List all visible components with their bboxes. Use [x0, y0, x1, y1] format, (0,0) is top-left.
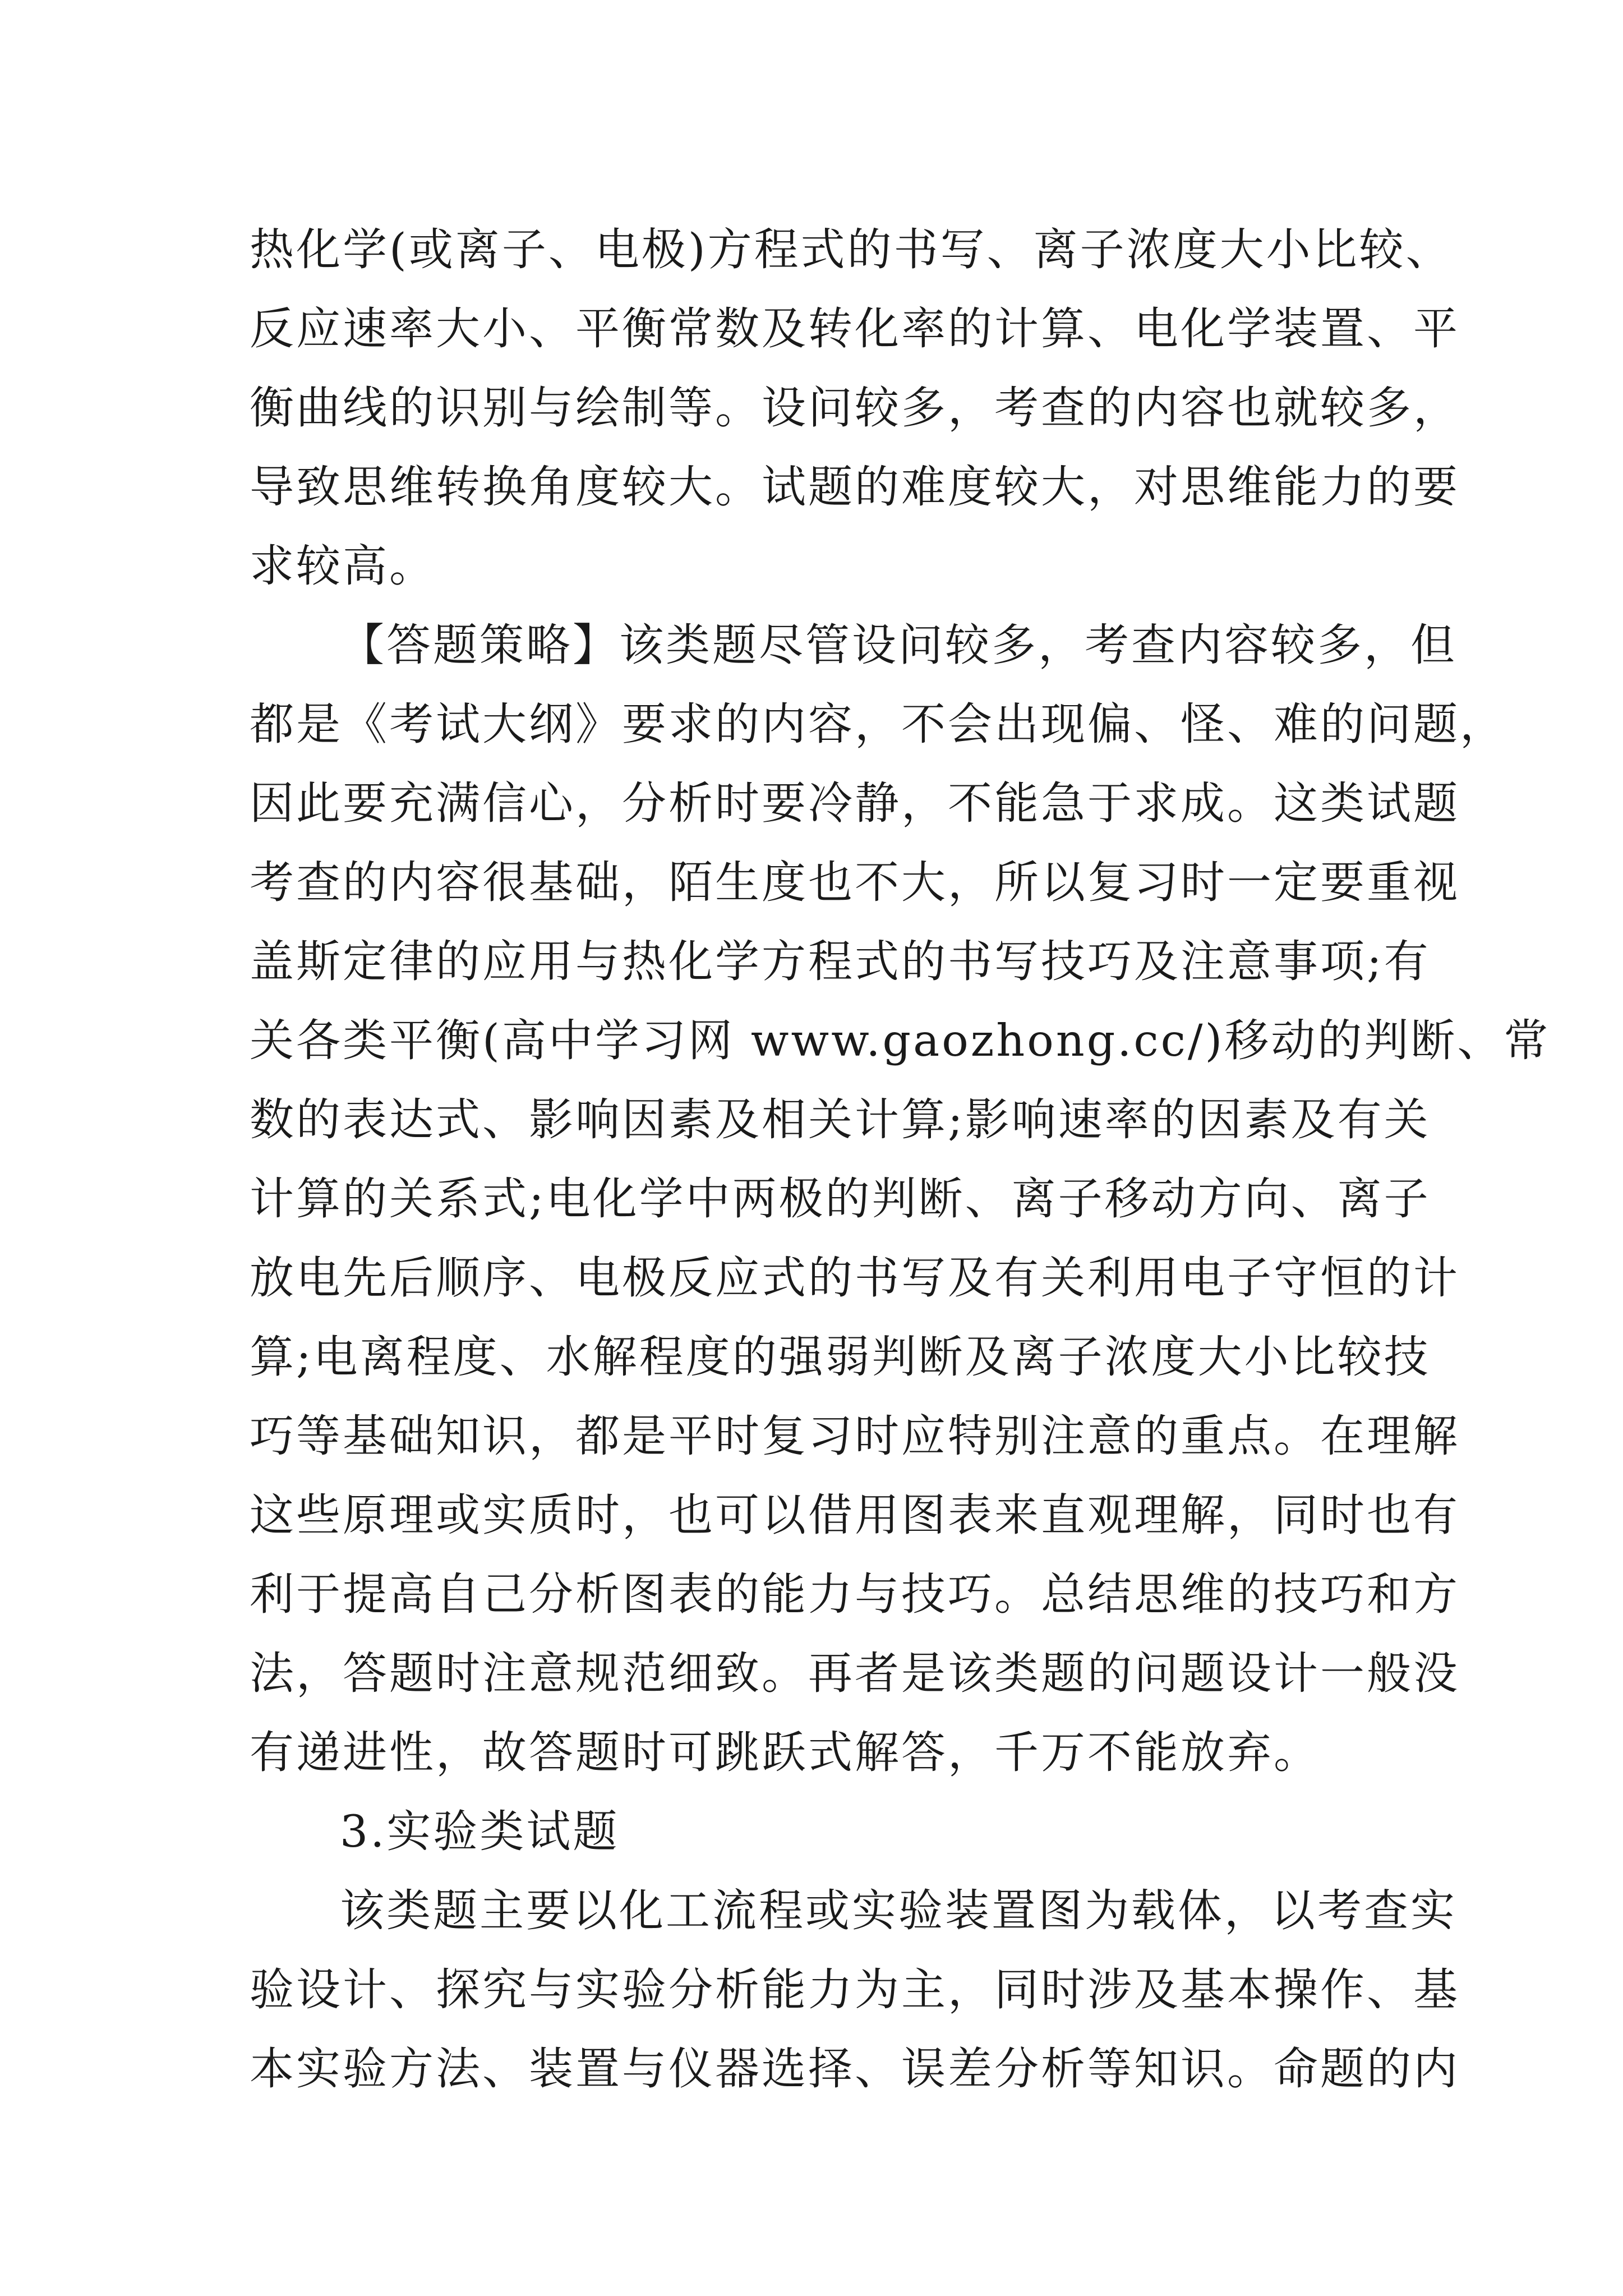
section-heading: 3.实验类试题 — [340, 1806, 620, 1857]
text-line: 因此要充满信心，分析时要冷静，不能急于求成。这类试题 — [250, 777, 1460, 829]
text-line: 盖斯定律的应用与热化学方程式的书写技巧及注意事项;有 — [250, 936, 1431, 987]
text-line: 热化学(或离子、电极)方程式的书写、离子浓度大小比较、 — [250, 224, 1453, 275]
text-line: 计算的关系式;电化学中两极的判断、离子移动方向、离子 — [250, 1173, 1431, 1225]
text-line: 【答题策略】该类题尽管设问较多，考查内容较多，但 — [340, 619, 1457, 671]
text-line: 本实验方法、装置与仪器选择、误差分析等知识。命题的内 — [250, 2043, 1460, 2095]
text-line: 该类题主要以化工流程或实验装置图为载体，以考查实 — [340, 1885, 1457, 1936]
text-line: 都是《考试大纲》要求的内容，不会出现偏、怪、难的问题， — [250, 698, 1506, 750]
text-line: 有递进性，故答题时可跳跃式解答，千万不能放弃。 — [250, 1727, 1320, 1778]
text-line: 法，答题时注意规范细致。再者是该类题的问题设计一般没 — [250, 1648, 1460, 1699]
text-line: 导致思维转换角度较大。试题的难度较大，对思维能力的要 — [250, 461, 1460, 513]
text-line: 巧等基础知识，都是平时复习时应特别注意的重点。在理解 — [250, 1410, 1460, 1462]
text-line: 衡曲线的识别与绘制等。设问较多，考查的内容也就较多， — [250, 382, 1460, 434]
text-line: 验设计、探究与实验分析能力为主，同时涉及基本操作、基 — [250, 1964, 1460, 2016]
text-line: 算;电离程度、水解程度的强弱判断及离子浓度大小比较技 — [250, 1331, 1431, 1383]
text-line: 考查的内容很基础，陌生度也不大，所以复习时一定要重视 — [250, 857, 1460, 908]
text-line: 这些原理或实质时，也可以借用图表来直观理解，同时也有 — [250, 1489, 1460, 1541]
body-text — [250, 210, 1551, 2109]
text-line: 求较高。 — [250, 540, 436, 592]
text-line: 关各类平衡(高中学习网 www.gaozhong.cc/)移动的判断、常 — [250, 1015, 1551, 1066]
text-line: 放电先后顺序、电极反应式的书写及有关利用电子守恒的计 — [250, 1252, 1460, 1304]
text-line: 反应速率大小、平衡常数及转化率的计算、电化学装置、平 — [250, 303, 1460, 355]
text-line: 数的表达式、影响因素及相关计算;影响速率的因素及有关 — [250, 1094, 1431, 1145]
text-line: 利于提高自己分析图表的能力与技巧。总结思维的技巧和方 — [250, 1568, 1460, 1620]
